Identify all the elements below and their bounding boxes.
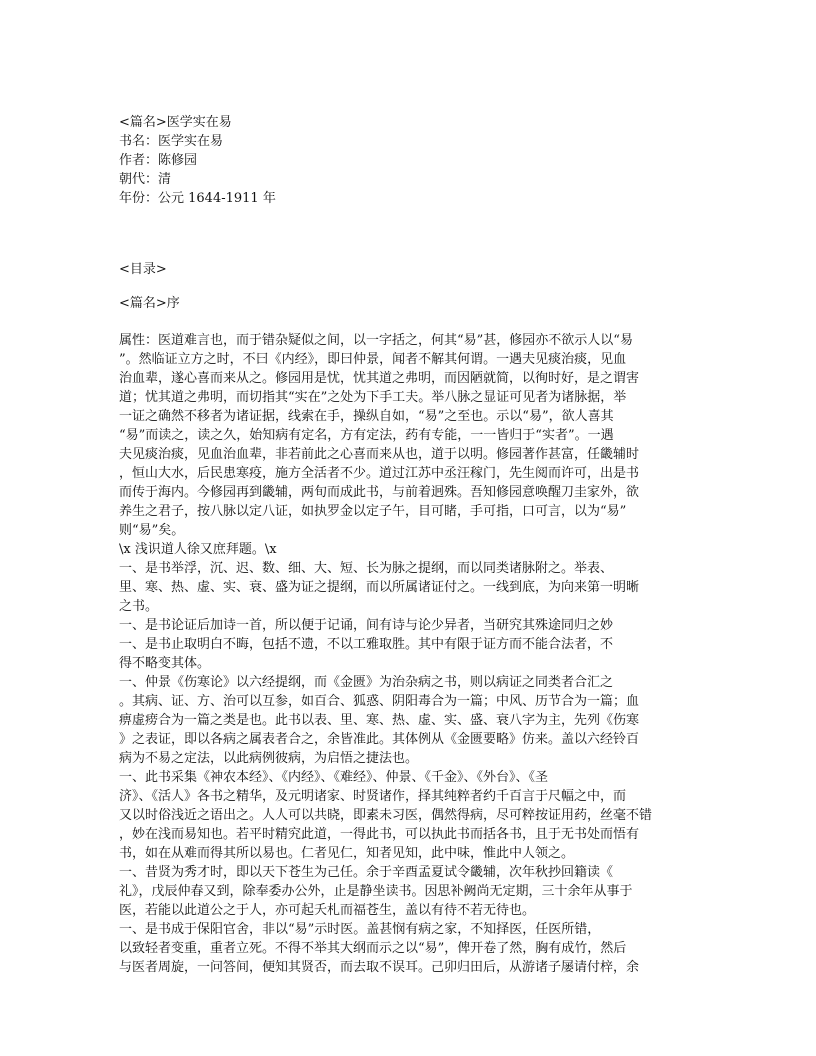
text-line: 一、是书举浮，沉、迟、数、细、大、短、长为脉之提纲，而以同类诸脉附之。举表、: [119, 561, 614, 576]
text-line: 道；忧其道之弗明，而切指其“实在”之处为下手工夫。举八脉之显证可见者为诸脉据，举: [119, 390, 627, 405]
metadata-block: [119, 113, 276, 208]
section-title: <篇名>序: [119, 296, 180, 311]
text-line: 夫见痰治痰，见血治血辈，非若前此之心喜而来从也，道于以明。修园著作甚富，任畿辅时: [119, 447, 640, 462]
text-line: 。其病、证、方、治可以互参，如百合、狐惑、阴阳毒合为一篇；中风、历节合为一篇；血: [119, 694, 640, 709]
text-line: 一、是书成于保阳官舍，非以“易”示时医。盖甚悯有病之家，不知择医，任医所错，: [119, 922, 601, 937]
text-line: 又以时俗浅近之语出之。人人可以共晓，即素未习医，偶然得病，尽可粹按证用药，丝毫不错: [119, 808, 653, 823]
text-line: 属性：医道难言也，而于错杂疑似之间，以一字括之，何其“易”甚，修园亦不欲示人以“易: [119, 333, 633, 348]
text-line: 一证之确然不移者为诸证据，线索在手，操纵自如，“易”之至也。示以“易”，欲人喜其: [119, 409, 614, 424]
text-line: 一、仲景《伤寒论》以六经提纲，而《金匮》为治杂病之书，则以病证之同类者合汇之: [119, 675, 614, 690]
text-line: ”。然临证立方之时，不曰《内经》，即曰仲景，闻者不解其何谓。一遇夫见痰治痰，见血: [119, 352, 627, 367]
text-line: ，恒山大水，后民患寒疫，施方全活者不少。道过江苏中丞汪稼门，先生阅而许可，出是书: [119, 466, 640, 481]
text-line: 一、是书止取明白不晦，包括不遗，不以工雅取胜。其中有限于证方而不能合法者，不: [119, 637, 614, 652]
text-line: 病为不易之定法，以此病例彼病，为启悟之捷法也。: [119, 751, 419, 766]
text-line: 里、寒、热、虚、实、衰、盛为证之提纲，而以所属诸证付之。一线到底，为向来第一明晰: [119, 580, 640, 595]
text-line: \x 浅识道人徐又庶拜题。\x: [119, 542, 277, 557]
text-line: 以致轻者变重，重者立死。不得不举其大纲而示之以“易”，俾开卷了然，胸有成竹，然后: [119, 941, 627, 956]
toc-label: <目录>: [119, 262, 167, 277]
text-line: ，妙在浅而易知也。若平时精究此道，一得此书，可以执此书而括各书，且于无书处而悟有: [119, 827, 640, 842]
text-line: 一、是书论证后加诗一首，所以便于记诵，间有诗与论少异者，当研究其殊途同归之妙: [119, 618, 614, 633]
author-name: 作者：陈修园: [119, 153, 198, 168]
text-line: 一、昔贤为秀才时，即以天下苍生为己任。余于辛酉孟夏试令畿辅，次年秋抄回籍读《: [119, 865, 614, 880]
text-line: 养生之君子，按八脉以定八证，如执罗金以定子午，目可睹，手可指，口可言，以为“易”: [119, 504, 627, 519]
text-line: 而传于海内。今修园再到畿辅，两旬而成此书，与前着迥殊。吾知修园意唤醒刀圭家外，欲: [119, 485, 640, 500]
text-line: 得不略变其体。: [119, 656, 211, 671]
text-line: 治血辈，遂心喜而来从之。修园用是忧，忧其道之弗明，而因陋就简，以徇时好，是之谓害: [119, 371, 640, 386]
text-line: 书，如在从难而得其所以易也。仁者见仁，知者见知，此中味，惟此中人领之。: [119, 846, 575, 861]
text-line: “易”而读之，读之久，始知病有定名，方有定法，药有专能，一一皆归于“实者”。一遇: [119, 428, 614, 443]
dynasty: 朝代：清: [119, 172, 172, 187]
text-line: 礼》，戊辰仲春又到，除奉委办公外，止是静坐读书。因思补阙尚无定期，三十余年从事于: [119, 884, 633, 899]
text-line: 则“易”矣。: [119, 523, 185, 538]
body-text: [119, 331, 689, 977]
text-line: 济》、《活人》各书之精华，及元明诸家、时贤诸作，择其纯粹者约千百言于尺幅之中，而: [119, 789, 627, 804]
text-line: 》之表证，即以各病之属表者合之，余皆准此。其体例从《金匮要略》仿来。盖以六经铃百: [119, 732, 640, 747]
years: 年份：公元 1644-1911 年: [119, 191, 276, 206]
text-line: 医，若能以此道公之于人，亦可起夭札而福苍生，盖以有待不若无待也。: [119, 903, 536, 918]
book-name: 书名：医学实在易: [119, 134, 224, 149]
text-line: 与医者周旋，一问答间，便知其贤否，而去取不误耳。己卯归田后，从游诸子屡请付梓，余: [119, 960, 640, 975]
text-line: 痹虚痨合为一篇之类是也。此书以表、里、寒、热、虚、实、盛、衰八字为主，先列《伤寒: [119, 713, 640, 728]
text-line: 一、此书采集《神农本经》、《内经》、《难经》、仲景、《千金》、《外台》、《圣: [119, 770, 549, 785]
text-line: 之书。: [119, 599, 159, 614]
chapter-title: <篇名>医学实在易: [119, 115, 232, 130]
